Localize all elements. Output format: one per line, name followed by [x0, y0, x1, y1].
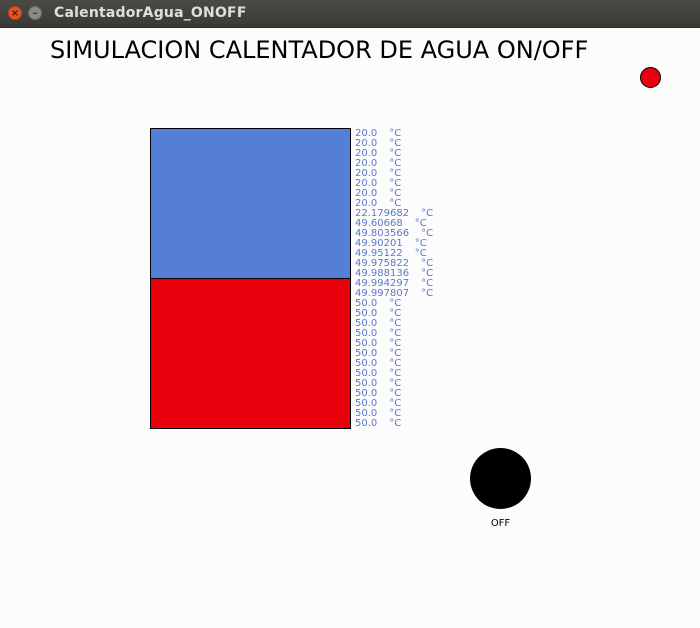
temperature-value: 20.0 [355, 158, 378, 169]
temperature-unit: °C [421, 208, 434, 219]
temperature-unit: °C [421, 278, 434, 289]
temperature-unit: °C [389, 338, 402, 349]
temperature-unit: °C [389, 368, 402, 379]
temperature-value: 50.0 [355, 338, 378, 349]
temperature-unit: °C [389, 308, 402, 319]
window-title: CalentadorAgua_ONOFF [54, 5, 247, 21]
temperature-value: 50.0 [355, 358, 378, 369]
page-title: SIMULACION CALENTADOR DE AGUA ON/OFF [50, 36, 589, 64]
temperature-unit: °C [414, 248, 427, 259]
temperature-value: 50.0 [355, 308, 378, 319]
temperature-value: 49.997807 [355, 288, 410, 299]
temperature-value: 49.988136 [355, 268, 410, 279]
temperature-unit: °C [421, 288, 434, 299]
temperature-unit: °C [389, 298, 402, 309]
heater-status-indicator [640, 67, 661, 88]
temperature-value: 50.0 [355, 408, 378, 419]
temperature-unit: °C [389, 418, 402, 429]
temperature-unit: °C [389, 358, 402, 369]
temperature-value: 50.0 [355, 298, 378, 309]
temperature-value: 49.994297 [355, 278, 410, 289]
temperature-unit: °C [389, 138, 402, 149]
temperature-value: 50.0 [355, 368, 378, 379]
water-tank [150, 128, 351, 429]
temperature-value: 20.0 [355, 188, 378, 199]
temperature-readings-list [355, 129, 433, 429]
temperature-value: 49.95122 [355, 248, 403, 259]
temperature-unit: °C [389, 148, 402, 159]
temperature-value: 20.0 [355, 148, 378, 159]
temperature-unit: °C [389, 318, 402, 329]
hot-water-layer [151, 279, 350, 428]
temperature-unit: °C [421, 258, 434, 269]
temperature-unit: °C [389, 128, 402, 139]
temperature-value: 49.90201 [355, 238, 403, 249]
temperature-value: 50.0 [355, 388, 378, 399]
temperature-value: 49.975822 [355, 258, 410, 269]
temperature-value: 50.0 [355, 328, 378, 339]
temperature-unit: °C [389, 398, 402, 409]
minimize-window-button[interactable]: – [28, 6, 42, 20]
temperature-value: 20.0 [355, 178, 378, 189]
temperature-unit: °C [389, 378, 402, 389]
temperature-unit: °C [389, 388, 402, 399]
temperature-value: 20.0 [355, 128, 378, 139]
window-titlebar [0, 0, 700, 28]
temperature-unit: °C [421, 228, 434, 239]
temperature-value: 22.179682 [355, 208, 410, 219]
temperature-value: 50.0 [355, 348, 378, 359]
temperature-unit: °C [389, 408, 402, 419]
temperature-unit: °C [421, 268, 434, 279]
temperature-unit: °C [414, 238, 427, 249]
temperature-value: 49.803566 [355, 228, 410, 239]
temperature-unit: °C [389, 198, 402, 209]
temperature-value: 50.0 [355, 378, 378, 389]
cold-water-layer [151, 129, 350, 279]
temperature-unit: °C [414, 218, 427, 229]
switch-state-label: OFF [490, 518, 511, 529]
temperature-value: 50.0 [355, 318, 378, 329]
temperature-unit: °C [389, 158, 402, 169]
temperature-value: 50.0 [355, 398, 378, 409]
temperature-unit: °C [389, 328, 402, 339]
temperature-value: 20.0 [355, 138, 378, 149]
temperature-value: 49.60668 [355, 218, 403, 229]
temperature-unit: °C [389, 168, 402, 179]
temperature-value: 50.0 [355, 418, 378, 429]
close-window-button[interactable]: × [8, 6, 22, 20]
temperature-value: 20.0 [355, 168, 378, 179]
temperature-unit: °C [389, 188, 402, 199]
temperature-reading [355, 419, 433, 429]
temperature-unit: °C [389, 348, 402, 359]
on-off-switch-button[interactable] [470, 448, 531, 509]
temperature-unit: °C [389, 178, 402, 189]
temperature-value: 20.0 [355, 198, 378, 209]
